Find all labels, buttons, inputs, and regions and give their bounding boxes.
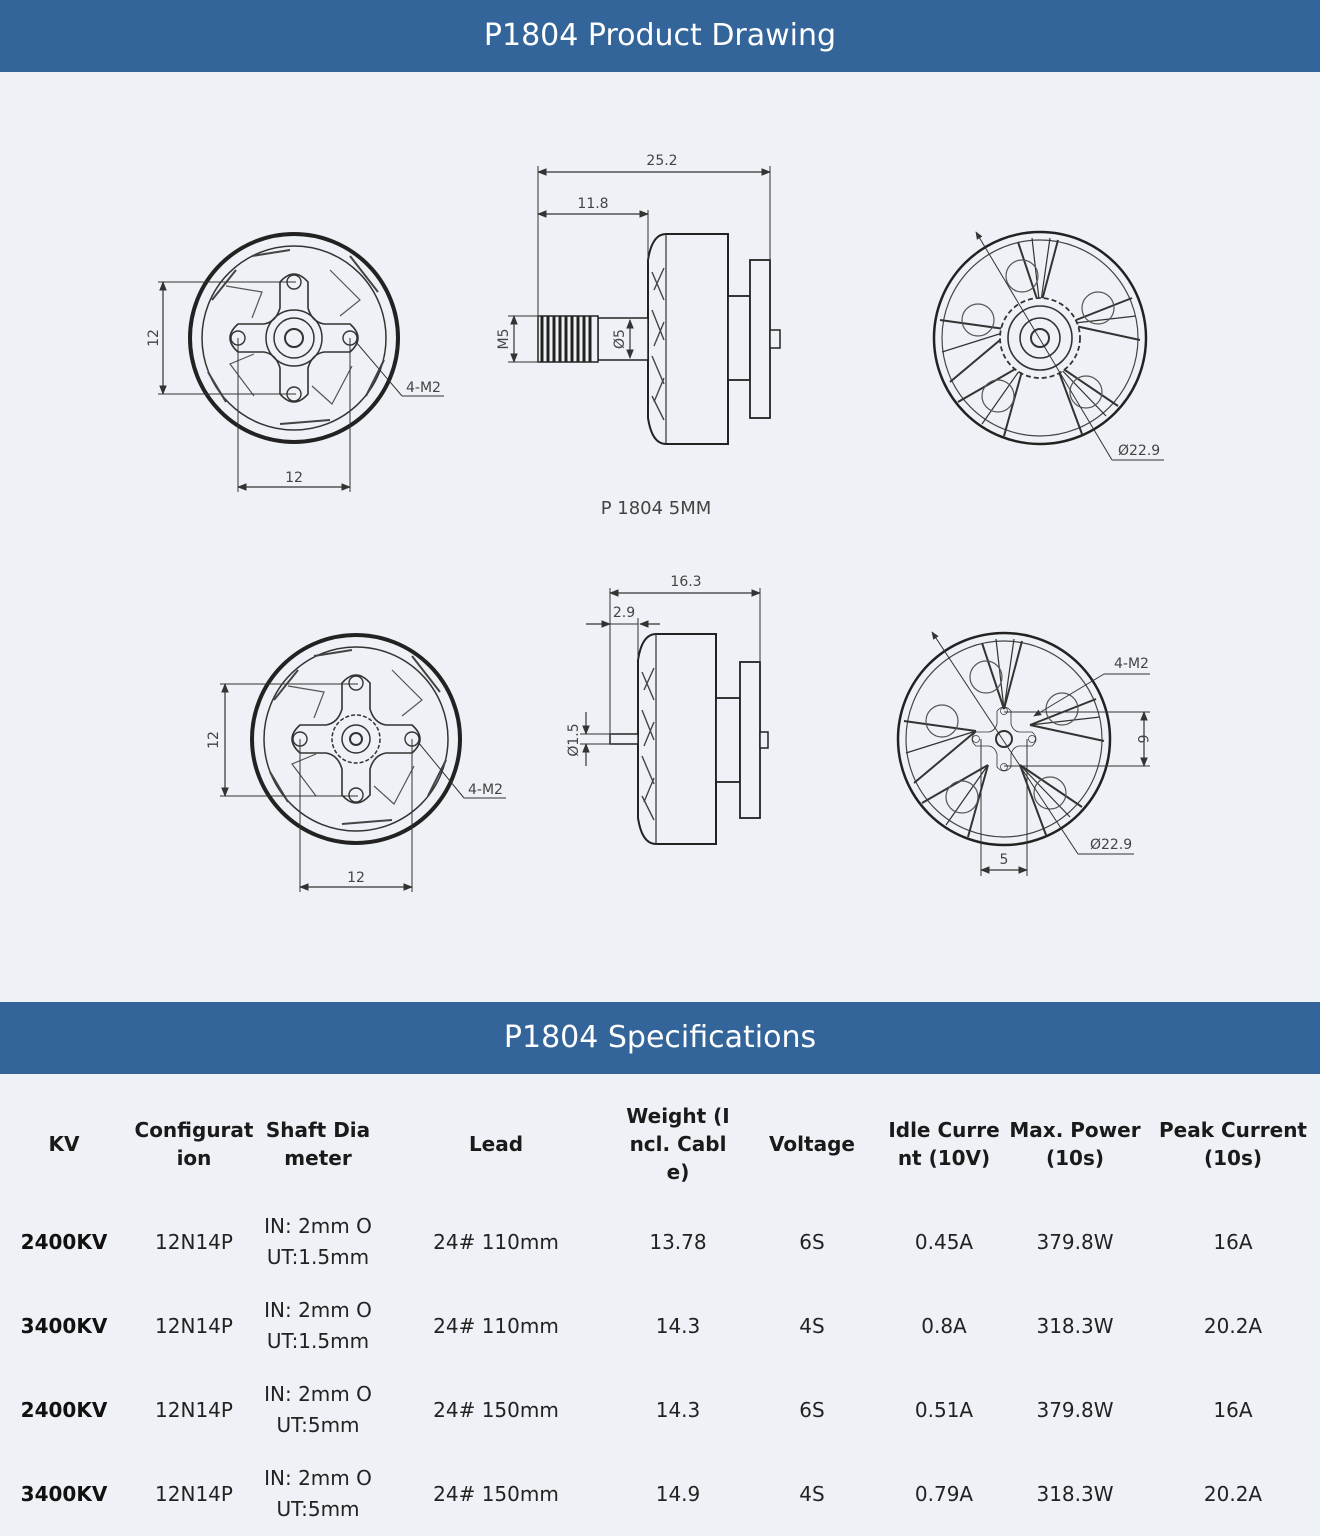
- dim-side-shaft-5mm: 11.8: [577, 196, 609, 212]
- dim-front-width-1-5mm: 12: [347, 870, 365, 886]
- cell-voltage: 6S: [799, 1229, 825, 1254]
- cell-peak-current: 16A: [1213, 1397, 1253, 1422]
- dim-back-diameter-5mm: Ø22.9: [1118, 443, 1161, 459]
- header-shaft-diameter: Shaft Diameter: [265, 1118, 371, 1170]
- table-row: [0, 1368, 1320, 1452]
- cell-max-power: 318.3W: [1036, 1313, 1114, 1338]
- cell-kv: 2400KV: [20, 1229, 108, 1254]
- dim-side-diameter-1-5mm: Ø1.5: [566, 723, 582, 757]
- drawing-caption: P 1804 5MM: [600, 498, 712, 519]
- cell-kv: 3400KV: [20, 1481, 108, 1506]
- dim-side-total-5mm: 25.2: [646, 153, 678, 169]
- cell-peak-current: 20.2A: [1203, 1313, 1263, 1338]
- cell-configuration: 12N14P: [155, 1397, 233, 1422]
- cell-lead: 24# 150mm: [433, 1397, 559, 1422]
- product-drawing: [0, 72, 1320, 1002]
- spec-banner: [0, 1002, 1320, 1074]
- dim-front-holes-1-5mm: 4-M2: [468, 782, 503, 798]
- dim-front-height-1-5mm: 12: [206, 731, 222, 749]
- cell-lead: 24# 150mm: [433, 1481, 559, 1506]
- dim-back-holes-1-5mm: 4-M2: [1114, 656, 1149, 672]
- cell-configuration: 12N14P: [155, 1229, 233, 1254]
- dim-back-diameter-1-5mm: Ø22.9: [1090, 837, 1133, 853]
- dim-back-horizontal-1-5mm: 5: [999, 852, 1009, 868]
- cell-lead: 24# 110mm: [433, 1313, 559, 1338]
- cell-voltage: 6S: [799, 1397, 825, 1422]
- header-max-power: Max. Power (10s): [1009, 1118, 1141, 1170]
- spec-title: P1804 Specifications: [503, 1020, 817, 1055]
- cell-weight: 14.3: [655, 1313, 701, 1338]
- header-kv: KV: [48, 1132, 80, 1156]
- drawing-banner: [0, 0, 1320, 72]
- dim-front-width-5mm: 12: [285, 470, 303, 486]
- cell-shaft-diameter: IN: 2mm OUT:1.5mm: [264, 1298, 372, 1353]
- cell-peak-current: 20.2A: [1203, 1481, 1263, 1506]
- table-row: [0, 1284, 1320, 1368]
- front-view-1-5mm: [206, 635, 506, 892]
- table-row: [0, 1200, 1320, 1284]
- cell-lead: 24# 110mm: [433, 1229, 559, 1254]
- cell-idle-current: 0.8A: [921, 1313, 967, 1338]
- cell-max-power: 379.8W: [1036, 1397, 1114, 1422]
- cell-configuration: 12N14P: [155, 1313, 233, 1338]
- drawing-title: P1804 Product Drawing: [483, 18, 837, 53]
- cell-idle-current: 0.51A: [914, 1397, 974, 1422]
- cell-shaft-diameter: IN: 2mm OUT:1.5mm: [264, 1214, 372, 1269]
- cell-shaft-diameter: IN: 2mm OUT:5mm: [264, 1466, 372, 1521]
- dim-side-thread-5mm: M5: [496, 328, 512, 350]
- cell-shaft-diameter: IN: 2mm OUT:5mm: [264, 1382, 372, 1437]
- dim-side-total-1-5mm: 16.3: [670, 574, 702, 590]
- cell-weight: 14.3: [655, 1397, 701, 1422]
- cell-weight: 14.9: [655, 1481, 701, 1506]
- cell-max-power: 379.8W: [1036, 1229, 1114, 1254]
- back-view-1-5mm: [898, 632, 1150, 876]
- side-view-5mm: [496, 153, 780, 444]
- cell-voltage: 4S: [799, 1481, 825, 1506]
- spec-table: [0, 1088, 1320, 1536]
- back-view-5mm: [934, 232, 1164, 460]
- cell-idle-current: 0.79A: [914, 1481, 974, 1506]
- cell-kv: 2400KV: [20, 1397, 108, 1422]
- front-view-5mm: [146, 234, 444, 492]
- cell-max-power: 318.3W: [1036, 1481, 1114, 1506]
- header-configuration: Configuration: [134, 1118, 254, 1170]
- cell-peak-current: 16A: [1213, 1229, 1253, 1254]
- dim-side-shaft-1-5mm: 2.9: [612, 605, 636, 621]
- table-header-row: [0, 1088, 1320, 1200]
- cell-idle-current: 0.45A: [914, 1229, 974, 1254]
- header-idle-current: Idle Current (10V): [888, 1118, 1000, 1170]
- cell-kv: 3400KV: [20, 1313, 108, 1338]
- table-row: [0, 1452, 1320, 1536]
- cell-voltage: 4S: [799, 1313, 825, 1338]
- side-view-1-5mm: [566, 574, 768, 844]
- dim-back-vertical-1-5mm: 6: [1134, 734, 1150, 744]
- dim-front-holes-5mm: 4-M2: [406, 380, 441, 396]
- header-peak-current: Peak Current(10s): [1159, 1118, 1307, 1170]
- header-voltage: Voltage: [769, 1132, 855, 1156]
- dim-side-diameter-5mm: Ø5: [612, 329, 628, 349]
- cell-configuration: 12N14P: [155, 1481, 233, 1506]
- header-weight: Weight (Incl. Cable): [626, 1104, 730, 1184]
- drawing-svg: [0, 72, 1320, 1002]
- dim-front-height-5mm: 12: [146, 329, 162, 347]
- cell-weight: 13.78: [649, 1229, 707, 1254]
- header-lead: Lead: [468, 1132, 524, 1156]
